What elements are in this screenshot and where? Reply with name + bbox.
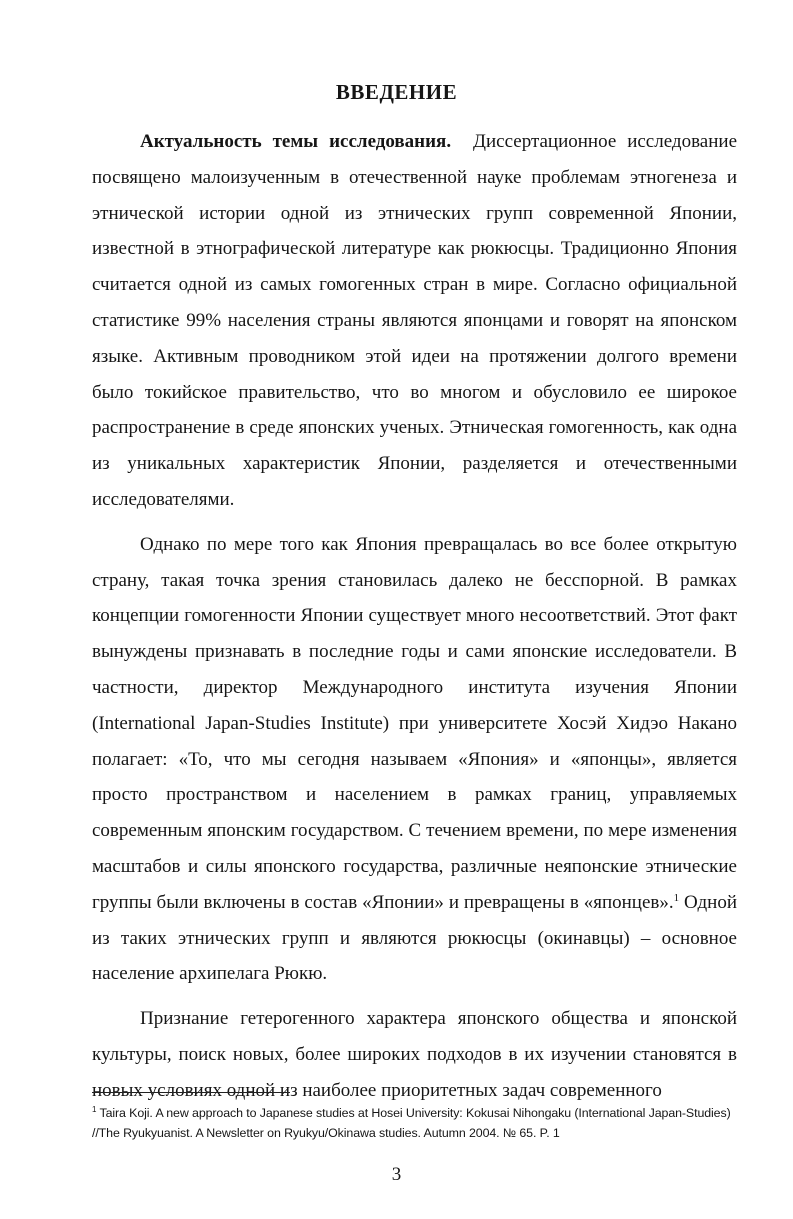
paragraph-3-text: Признание гетерогенного характера японского общества и японской культуры, поиск новых, более широких подходов в их изучении становятся в новых условиях одной из наиболее приоритетных задач современного [92,1008,737,1101]
footnote-reference: 1 [673,891,680,904]
paragraph-2-text-continued: Одной из таких этнических групп и являются рюкюсцы (окинавцы) – основное население архипелага Рюкю. [92,891,737,985]
body-text [92,124,737,1109]
paragraph-1 [92,124,737,518]
page-number: 3 [391,1164,402,1185]
footnote-number: 1 [92,1105,97,1114]
footnote-divider [92,1092,290,1093]
section-heading-lead: Актуальность темы исследования. [140,131,452,152]
footnote [92,1103,737,1143]
footnote-text: Taira Koji. A new approach to Japanese studies at Hosei University: Kokusai Nihongaku (International Japan-Studies) //The Ryukyuanist. A Newsletter on Ryukyu/Okinawa studies. Autumn 2004. № 65. P. 1 [92,1106,731,1140]
paragraph-1-text: Диссертационное исследование посвящено малоизученным в отечественной науке проблемам этногенеза и этнической истории одной из этнических групп современной Японии, известной в этнографической литературе как рюкюсцы. Традиционно Япония считается одной из самых гомогенных стран в мире. Согласно официальной статистике 99% населения страны являются японцами и говорят на японском языке. Активным проводником этой идеи на протяжении долгого времени было токийское правительство, что во многом и обусловило ее широкое распространение в среде японских ученых. Этническая гомогенность, как одна из уникальных характеристик Японии, разделяется и отечественными исследователями. [92,131,737,510]
paragraph-2-text: Однако по мере того как Япония превращалась во все более открытую страну, такая точка зрения становилась далеко не бесспорной. В рамках концепции гомогенности Японии существует много несоответствий. Этот факт вынуждены признавать в последние годы и сами японские исследователи. В частности, директор Международного института изучения Японии (International Japan-Studies Institute) при университете Хосэй Хидэо Накано полагает: «То, что мы сегодня называем «Япония» и «японцы», является просто пространством и населением в рамках границ, управляемых современным японским государством. С течением времени, по мере изменения масштабов и силы японского государства, различные неяпонские этнические группы были включены в состав «Японии» и превращены в «японцев». [92,533,737,913]
paragraph-2 [92,527,737,992]
page-title: ВВЕДЕНИЕ [335,80,458,104]
